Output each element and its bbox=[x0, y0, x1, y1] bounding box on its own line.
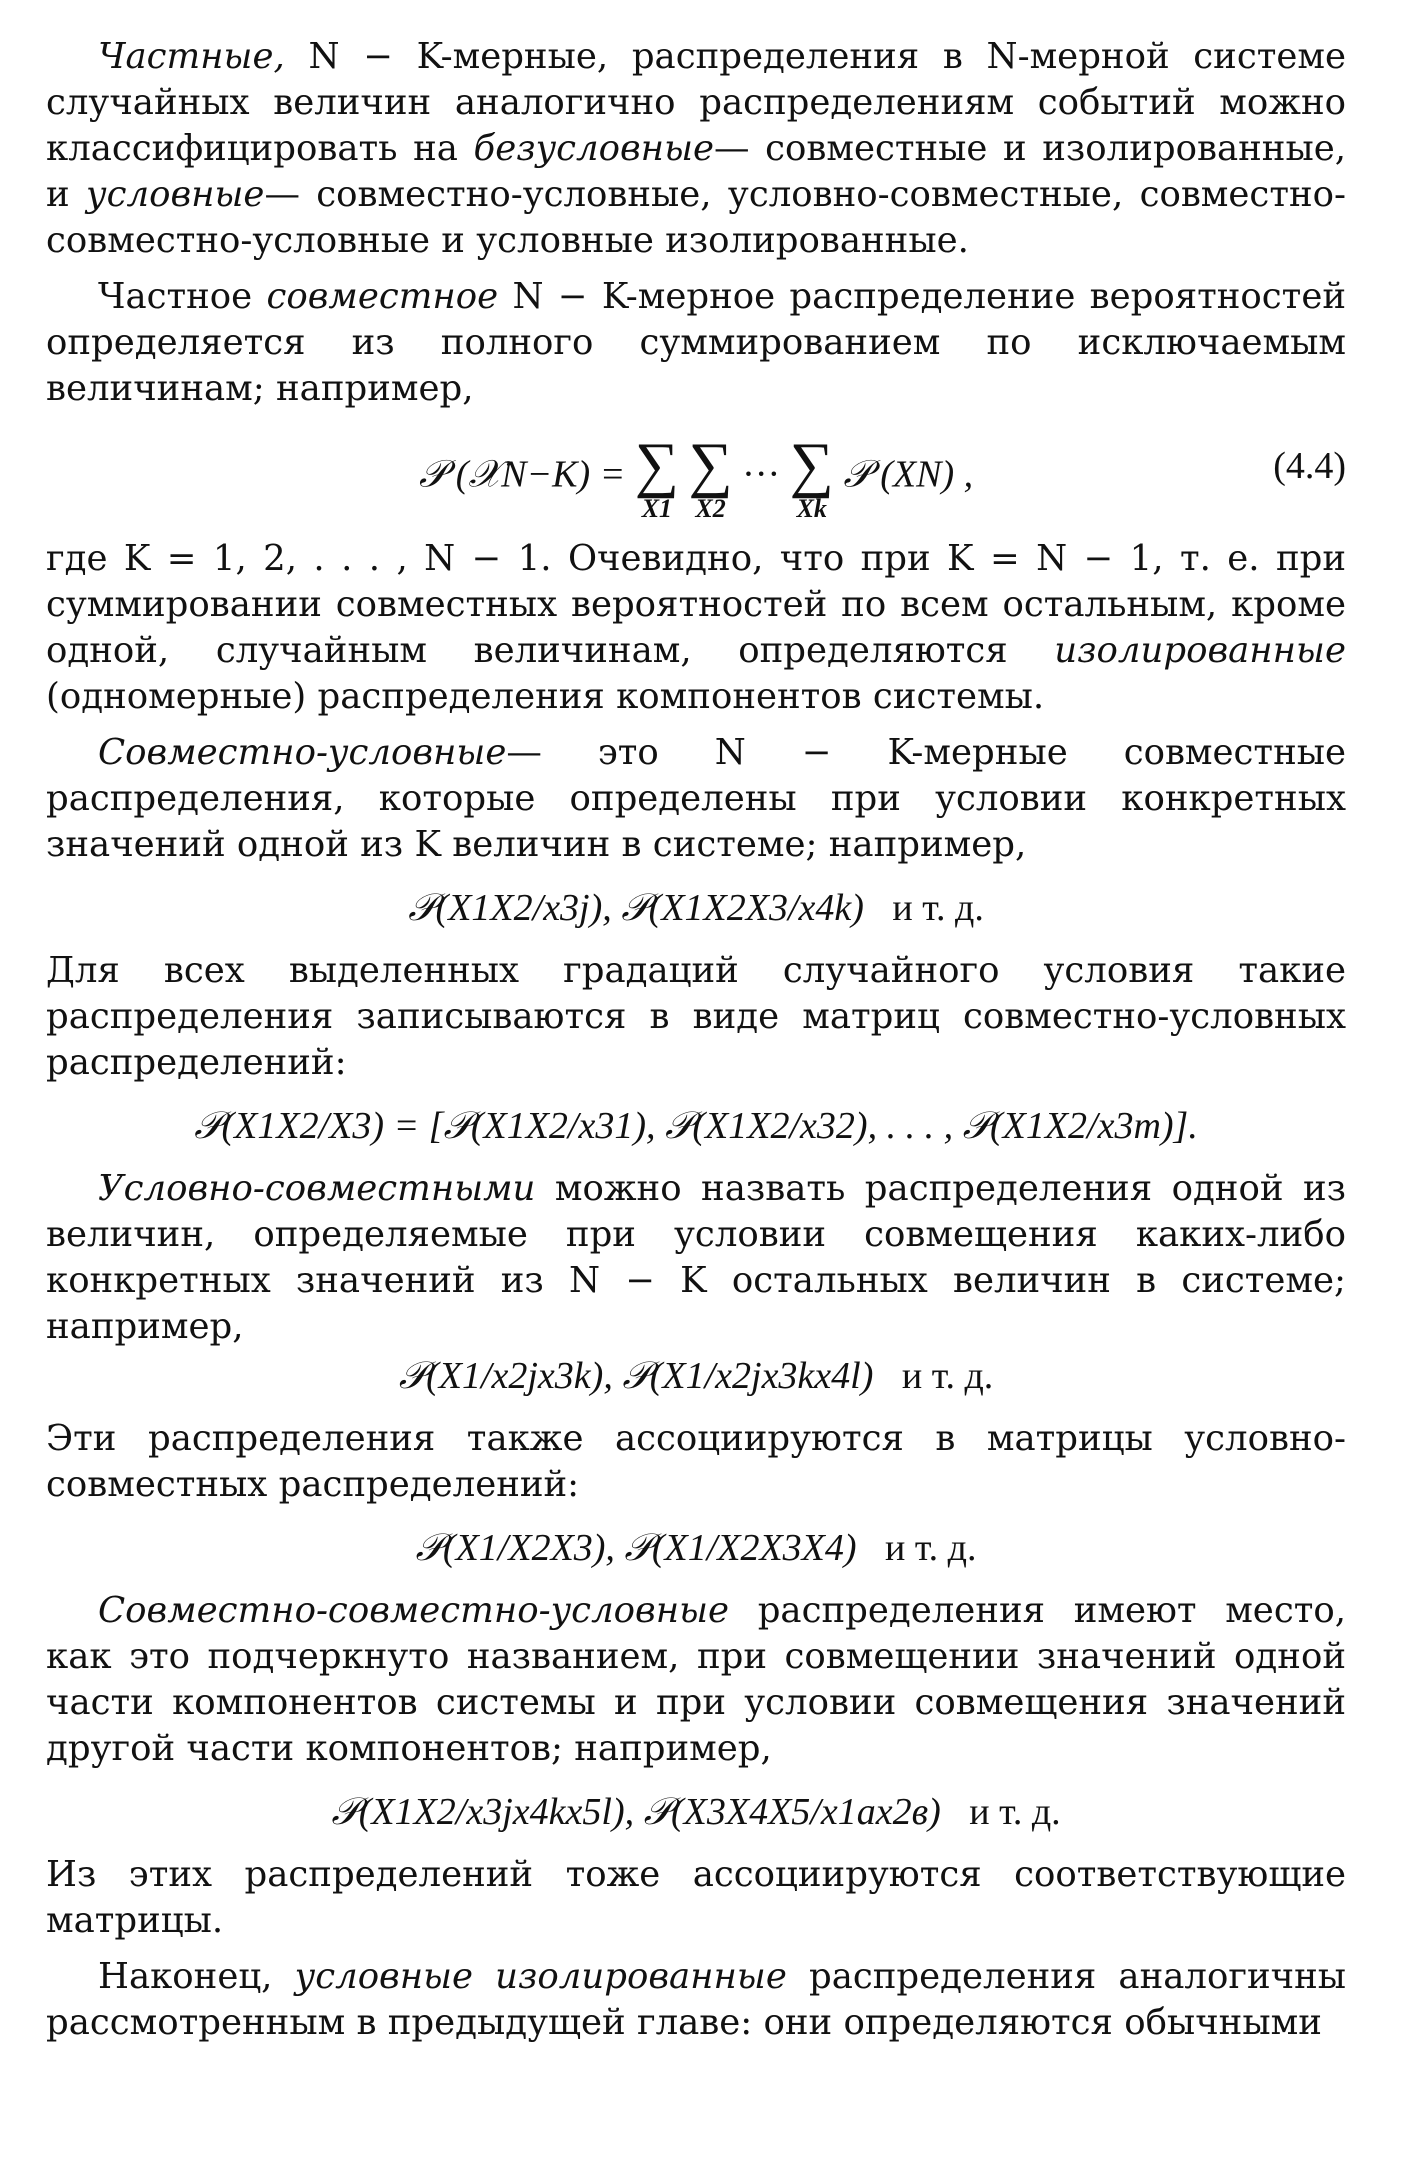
eq-lhs: 𝒫 (𝒳N−K) = bbox=[418, 453, 626, 496]
sum-symbol-2: ∑ X2 bbox=[688, 431, 733, 523]
sum-symbol-3: ∑ Xk bbox=[789, 431, 834, 523]
paragraph-2: Частное совместное N − K-мерное распределение вероятностей определяется из полного суммированием по исключаемым величинам; например, bbox=[46, 276, 1346, 409]
term-isolated: изолированные bbox=[1054, 630, 1346, 671]
term-conditional-joint: Условно-совместными bbox=[98, 1168, 536, 1209]
sum-symbol-1: ∑ X1 bbox=[634, 431, 679, 523]
equation-number: (4.4) bbox=[1273, 445, 1346, 487]
term-partial: Частные, bbox=[98, 36, 285, 77]
paragraph-10: Наконец, условные изолированные распределения аналогичны рассмотренным в предыдущей главе: они определяются обычными bbox=[46, 1956, 1346, 2043]
term-conditional-isolated: условные изолированные bbox=[294, 1956, 787, 1997]
paragraph-8: Совместно-совместно-условные распределения имеют место, как это подчеркнуто названием, при совмещении значений одной части компонентов системы и при условии совмещения значений другой части компонентов; например, bbox=[46, 1590, 1346, 1769]
paragraph-1: Частные, N − K-мерные, распределения в N-мерной системе случайных величин аналогично распределениям событий можно классифицировать на безусловные— совместные и изолированные, и условные— совместно-условные, условно-совместные, совместно-совместно-условные и условные изолированные. bbox=[46, 36, 1346, 261]
paragraph-9: Из этих распределений тоже ассоциируются соответствующие матрицы. bbox=[46, 1854, 1346, 1941]
term-conditional: условные bbox=[86, 174, 265, 215]
formula-matrix: 𝒫(X1X2/X3) = [𝒫(X1X2/x31), 𝒫(X1X2/x32), . . . , 𝒫(X1X2/x3m)]. bbox=[194, 1105, 1198, 1147]
formula-conditional-joint: 𝒫(X1/x2jx3k), 𝒫(X1/x2jx3kx4l) и т. д. bbox=[398, 1355, 994, 1397]
paragraph-7: Эти распределения также ассоциируются в матрицы условно-совместных распределений: bbox=[46, 1418, 1346, 1505]
eq-dots: ··· bbox=[742, 453, 781, 496]
paragraph-5: Для всех выделенных градаций случайного условия такие распределения записываются в виде матриц совместно-условных распределений: bbox=[46, 950, 1346, 1083]
formula-joint-conditional: 𝒫(X1X2/x3j), 𝒫(X1X2X3/x4k) и т. д. bbox=[408, 887, 984, 929]
term-unconditional: безусловные bbox=[473, 128, 714, 169]
formula-conditional-joint-matrix: 𝒫(X1/X2X3), 𝒫(X1/X2X3X4) и т. д. bbox=[415, 1527, 977, 1569]
paragraph-3: где K = 1, 2, . . . , N − 1. Очевидно, что при K = N − 1, т. е. при суммировании совместных вероятностей по всем остальным, кроме одной, случайным величинам, определяются изолированные (одномерные) распределения компонентов системы. bbox=[46, 538, 1346, 717]
paragraph-4: Совместно-условные— это N − K-мерные совместные распределения, которые определены при условии конкретных значений одной из K величин в системе; например, bbox=[46, 732, 1346, 865]
eq-rhs: 𝒫 (XN) , bbox=[843, 453, 974, 496]
term-joint: совместное bbox=[266, 276, 499, 317]
equation-4-4 bbox=[46, 420, 1346, 530]
formula-joint-joint-conditional: 𝒫(X1X2/x3jx4kx5l), 𝒫(X3X4X5/x1ax2в) и т. д. bbox=[331, 1791, 1061, 1833]
term-joint-conditional: Совместно-условные bbox=[98, 732, 507, 773]
paragraph-6: Условно-совместными можно назвать распределения одной из величин, определяемые при условии совмещения каких-либо конкретных значений из N − K остальных величин в системе; например, bbox=[46, 1168, 1346, 1347]
term-joint-joint-conditional: Совместно-совместно-условные bbox=[98, 1590, 730, 1631]
document-page bbox=[46, 34, 1346, 2046]
